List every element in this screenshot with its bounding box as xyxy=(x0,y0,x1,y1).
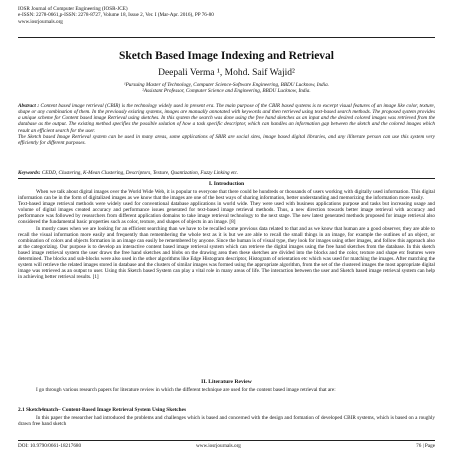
journal-issn: e-ISSN: 2278-0661,p-ISSN: 2278-8727, Volume 18, Issue 2, Ver. I (Mar-Apr. 2016), PP 76-80 xyxy=(18,12,214,19)
section-2-intro-text: I go through various research papers for literature review in which the different technique are used for the content based image retrieval that are: xyxy=(36,387,336,393)
subsection-2-1-heading: 2.1 Sketch4match– Content-Based Image Retrieval System Using Sketches xyxy=(18,407,187,413)
paper-title: Sketch Based Image Indexing and Retrieval xyxy=(119,50,334,62)
footer-rule xyxy=(18,440,435,441)
abstract-label: Abstract : xyxy=(18,103,40,109)
affiliation-2: ²Assistant Professor, Computer Science and Engineering, BBDU Lucknow, India. xyxy=(142,88,311,95)
section-2-heading: II. Literature Review xyxy=(201,379,252,385)
section-1-paragraph-2: Text-based image retrieval methods were widely used for conventional database applications in world wide. They were used with business applications purpose and tasks but increasing usage and volume of digital images created accuracy and performance issues generated for text-based image retrieval methods. Thus, a new direction towards better image retrieval with accuracy and performance was followed by researchers from different application domains to take image retrieval technology to the next stage. The new latest generated methods proposed for image retrieval also considered the fundamental basic properties such as color, texture, and shapes of objects in an image. [8] xyxy=(18,201,435,226)
section-1-heading: I. Introduction xyxy=(208,181,245,187)
header-rule xyxy=(18,37,435,38)
affiliation-1: ¹Pursuing Master of Technology, Computer Science-Software Engineering, BBDU Lucknow, India. xyxy=(124,82,329,88)
section-1-paragraph-3: In mostly cases when we are looking for an efficient searching than we have to be recalled some previous data related to that and as we know that human are a good observer, they are able to recall the visual information more easily and frequently than remembering the whole text as it is but we are able to recall the small things in an image, for example the outlines of an object, or combination of colors and objects formation in an image can easily be remembered by anyone. Since the human is of visual type, they look for images using other images, and follow this approach also at the categorizing. Our purpose is to develop an interactive content based image retrieval system which can retrieve the digital images using the free hand sketches from the database. In this sketch based image retrieval system the user draws the free hand sketches and blobs on the drawing area then these sketches are divided into the blocks and the color, texture and shape etc features were determined. The blocks and sub-blocks were also used in the other algorithms like Edge Histogram descriptor, Histogram of orientation etc which was used for matching the images. After matching the system will retrieve the related images stored in database and the clusters of similar images was formed using the appropriate algorithm, from the set of the clustered images the most appropriate digital image was retrieved as an output to user. Using this Sketch based System can play a vital role in many areas of life. The interaction between the user and Sketch based image retrieval system can help in achieving better retrieval results. [1] xyxy=(18,225,435,281)
section-2-intro xyxy=(18,387,435,393)
subsection-2-1-text: In this paper the researcher had introduced the problems and challenges which is based and concerned with the design and formation of developed CBIR systems, which is based on a roughly drawn free hand sketch xyxy=(18,415,435,428)
author-affiliations xyxy=(0,82,453,95)
abstract-text-1: Content based image retrieval (CBIR) is the technology widely used in present era. The main purpose of the CBIR based systems is to excerpt visual features of an image like color, texture, shape or any combination of them. In the previously existing systems, images are manually annotated with keywords and then retrieved using text-based search methods. The proposed system provides a unique scheme for Content based image Retrieval using sketches. In this system the search was done using the free hand sketches as an input and the desired colored images was retrieved from the database as the output. The existing method specifies the possible solution of how a task specific descriptor, which can handles an information gap between the sketch and the colored images which result an efficient search for the user. xyxy=(18,103,435,134)
paper-authors: Deepali Verma ¹, Mohd. Saif Wajid² xyxy=(158,68,295,78)
section-1-body xyxy=(18,189,435,280)
journal-masthead xyxy=(18,6,214,25)
journal-name: IOSR Journal of Computer Engineering (IOSR-JCE) xyxy=(18,6,128,12)
abstract-text-2: The Sketch based Image Retrieval system can be used in many areas, some applications of SBIR are social sites, image based digital libraries, and any illiterate person can use this system very efficiently for different purposes. xyxy=(18,133,435,146)
abstract xyxy=(18,103,435,146)
footer-doi[interactable]: DOI: 10.9790/0661-18217680 xyxy=(18,443,82,449)
section-1-paragraph-1: When we talk about digital images over the World Wide Web, it is popular to everyone that there could be hundreds or thousands of users working with digitally used information. This digital information can be in the form of digitalized images as we know that the images are one of the best ways of sharing information, better understanding and memorizing the information more easily. xyxy=(18,189,435,202)
keywords-text: CEDD, Clustering, K-Mean Clustering, Descriptors, Texture, Quantization, Fuzzy Linking etc. xyxy=(41,170,239,176)
abstract-rule xyxy=(18,178,435,179)
footer-website[interactable]: www.iosrjournals.org xyxy=(196,443,241,449)
footer-page-number: 76 | Page xyxy=(416,443,435,449)
subsection-2-1-body xyxy=(18,415,435,427)
keywords-label: Keywords: xyxy=(18,170,41,176)
keywords xyxy=(18,170,435,176)
journal-website[interactable]: www.iosrjournals.org xyxy=(18,18,63,25)
